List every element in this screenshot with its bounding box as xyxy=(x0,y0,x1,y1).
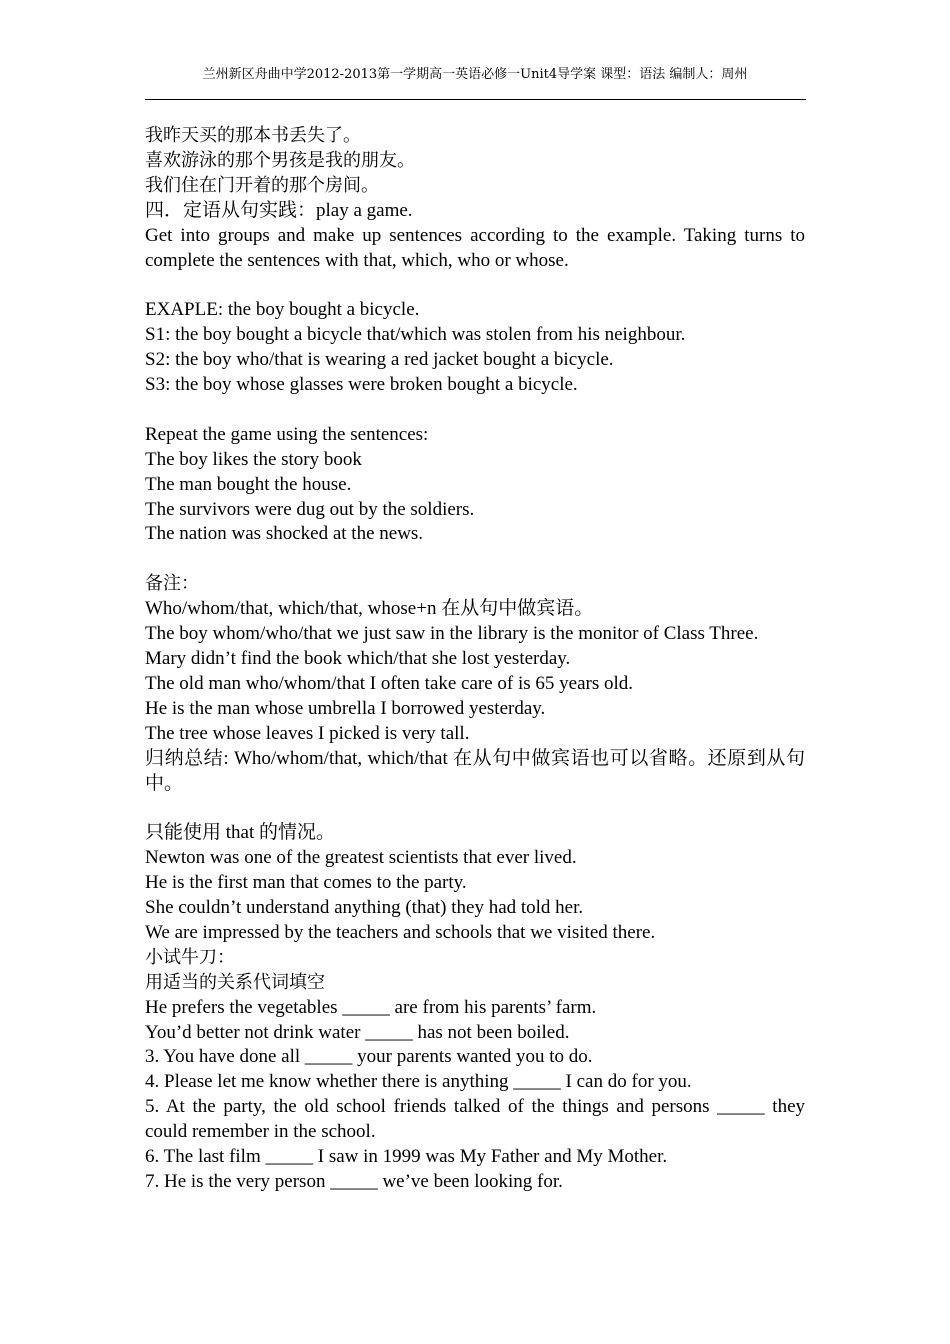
example-line: S3: the boy whose glasses were broken bought a bicycle. xyxy=(145,374,578,396)
that-example: He is the first man that comes to the party. xyxy=(145,872,467,894)
that-example: We are impressed by the teachers and schools that we visited there. xyxy=(145,921,656,943)
repeat-line: Repeat the game using the sentences: xyxy=(145,423,429,445)
example-line: S2: the boy who/that is wearing a red jacket bought a bicycle. xyxy=(145,349,614,371)
page-header: 兰州新区舟曲中学2012-2013第一学期高一英语必修一Unit4导学案 课型：语法 编制人：周州 xyxy=(202,67,748,82)
exercise-item: 6. The last film _____ I saw in 1999 was My Father and My Mother. xyxy=(145,1146,668,1168)
exercise-subheading: 用适当的关系代词填空 xyxy=(145,971,325,993)
header-divider xyxy=(145,99,806,100)
note-line: He is the man whose umbrella I borrowed yesterday. xyxy=(145,697,546,719)
exercise-item: 7. He is the very person _____ we’ve been looking for. xyxy=(145,1171,563,1192)
exercise-item: 5. At the party, the old school friends talked of the things and persons _____ they could remember in the school. xyxy=(145,1096,805,1143)
that-example: Newton was one of the greatest scientists that ever lived. xyxy=(145,847,577,869)
note-heading: 备注： xyxy=(145,573,199,595)
example-line: EXAPLE: the boy bought a bicycle. xyxy=(145,299,420,321)
note-line: The boy whom/who/that we just saw in the library is the monitor of Class Three. xyxy=(145,623,759,645)
repeat-line: The survivors were dug out by the soldiers. xyxy=(145,498,475,520)
exercise-item: You’d better not drink water _____ has not been boiled. xyxy=(145,1021,570,1043)
chinese-sentence: 我昨天买的那本书丢失了。 xyxy=(145,125,361,146)
document-body xyxy=(145,124,805,1195)
note-line: Mary didn’t find the book which/that she lost yesterday. xyxy=(145,647,571,669)
note-line: The old man who/whom/that I often take care of is 65 years old. xyxy=(145,672,634,694)
exercise-heading: 小试牛刀： xyxy=(145,946,235,968)
instruction-paragraph: Get into groups and make up sentences according to the example. Taking turns to complete the sentences with that, which, who or whose. xyxy=(145,224,805,271)
exercise-item: 3. You have done all _____ your parents wanted you to do. xyxy=(145,1046,593,1068)
that-only-heading: 只能使用 that 的情况。 xyxy=(145,822,335,844)
exercise-item: 4. Please let me know whether there is anything _____ I can do for you. xyxy=(145,1071,692,1093)
summary-line: 归纳总结: Who/whom/that, which/that 在从句中做宾语也可以省略。还原到从句中。 xyxy=(145,747,805,794)
note-line: The tree whose leaves I picked is very tall. xyxy=(145,722,470,744)
example-line: S1: the boy bought a bicycle that/which was stolen from his neighbour. xyxy=(145,324,686,346)
chinese-sentence: 我们住在门开着的那个房间。 xyxy=(145,174,379,196)
that-example: She couldn’t understand anything (that) they had told her. xyxy=(145,897,584,919)
section-heading: 四．定语从句实践：play a game. xyxy=(145,199,413,221)
repeat-line: The boy likes the story book xyxy=(145,448,362,470)
note-line: Who/whom/that, which/that, whose+n 在从句中做宾语。 xyxy=(145,598,594,620)
repeat-line: The nation was shocked at the news. xyxy=(145,523,424,545)
repeat-line: The man bought the house. xyxy=(145,473,352,495)
chinese-sentence: 喜欢游泳的那个男孩是我的朋友。 xyxy=(145,149,415,171)
exercise-item: He prefers the vegetables _____ are from his parents’ farm. xyxy=(145,996,597,1018)
